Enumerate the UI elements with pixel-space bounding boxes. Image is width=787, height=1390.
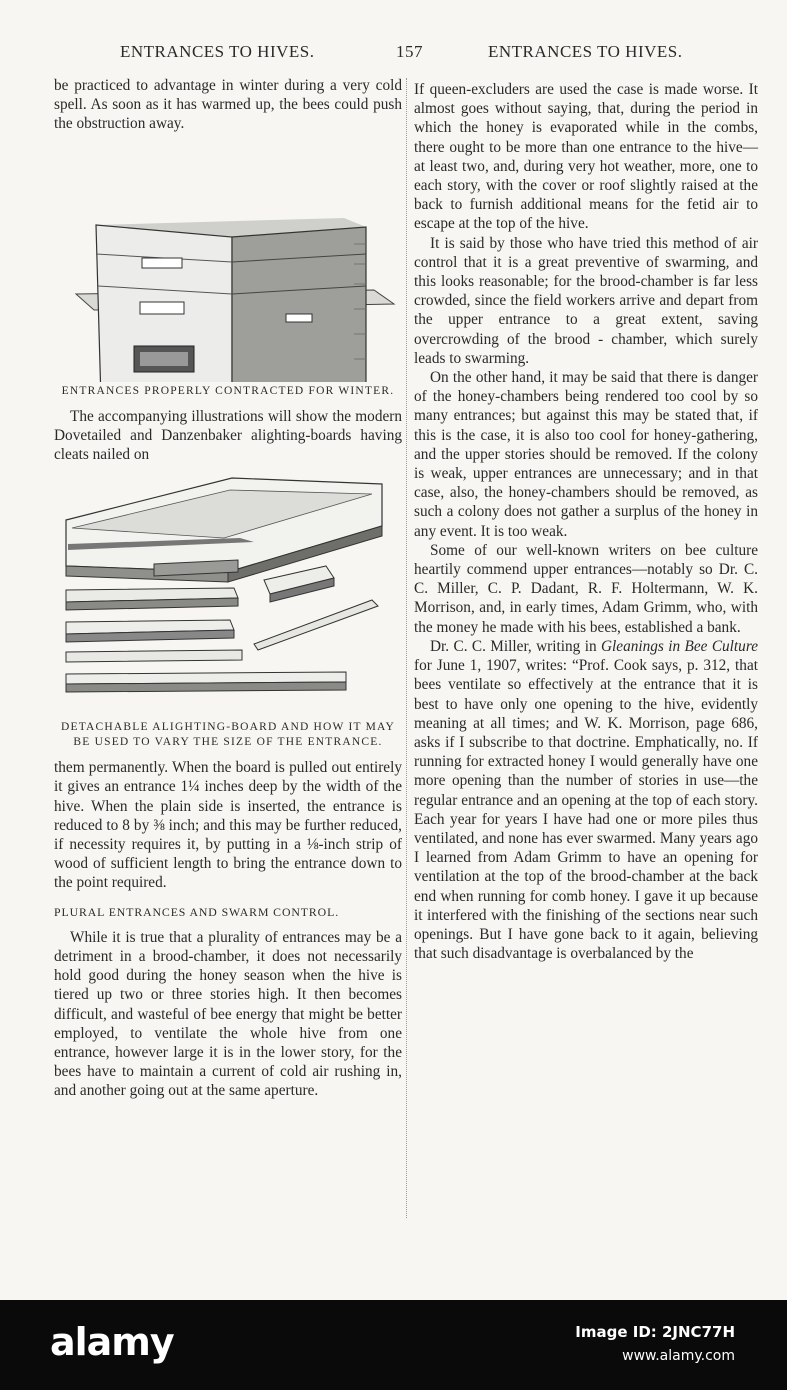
- image-id-label: Image ID: 2JNC77H: [575, 1323, 735, 1341]
- section-heading-plural-entrances: PLURAL ENTRANCES AND SWARM CONTROL.: [54, 904, 340, 919]
- left-paragraph-3: them permanently. When the board is pulled out entirely it gives an entrance 1¼ inches deep by the width of the hive. When the plain side is inserted, the entrance is reduced to 8 by ⅜ inch; and this may be further reduced, if necessity requires it, by putting in a ⅛-inch strip of wood of sufficient length to bring the entrance down to the point required.: [54, 759, 402, 892]
- header-left-title: ENTRANCES TO HIVES.: [120, 42, 315, 61]
- left-paragraph-4: While it is true that a plurality of entrances may be a detriment in a brood-chamber, it does not necessarily hold good during the honey season when the hive is tiered up two or three stories high. It then becomes difficult, and wasteful of bee energy that might be better employed, to ventilate the whole hive from one entrance, however large it is in the lower story, for the bees have to maintain a current of cold air rushing in, and another going out at the same aperture.: [54, 928, 402, 1100]
- alighting-board-illustration: [54, 468, 402, 716]
- column-divider: [406, 78, 407, 1218]
- paragraph-5-body: for June 1, 1907, writes: “Prof. Cook says, p. 312, that bees ventilate so effectively at the entrance that it is best to have only one opening to the hive, evidently meaning at all times; and W. K. Morrison, page 686, asks if I subscribe to that doctrine. Emphatically, no. If running for extracted honey I would generally have one more opening than the number of stories in use—the regular entrance and an opening at the top of each story. Each year for years I have had one or more piles thus ventilated, and none has ever swarmed. Many years ago I learned from Adam Grimm to have an opening for ventilation at the top of the brood-chamber at the back end when running for comb honey. I gave it up because it interfered with the finishing of the sections near such openings. But I have gone back to it again, believing that such disadvantage is overbalanced by the: [414, 657, 758, 963]
- header-right-title: ENTRANCES TO HIVES.: [488, 42, 683, 61]
- site-url: www.alamy.com: [622, 1348, 735, 1364]
- watermark-footer: [0, 1300, 787, 1390]
- figure-caption-2: DETACHABLE ALIGHTING-BOARD AND HOW IT MAY BE USED TO VARY THE SIZE OF THE ENTRANCE.: [61, 721, 395, 749]
- right-column: [414, 80, 758, 963]
- right-paragraph-4: Some of our well-known writers on bee culture heartily commend upper entrances—notably so Dr. C. C. Miller, C. P. Dadant, R. F. Holtermann, W. K. Morrison, and, in early times, Adam Grimm, who, with the money he made with his bees, established a bank.: [414, 541, 758, 636]
- figure-caption-1: ENTRANCES PROPERLY CONTRACTED FOR WINTER.: [61, 384, 395, 397]
- journal-title: Gleanings in Bee Culture: [600, 637, 758, 655]
- left-paragraph-1: be practiced to advantage in winter during a very cold spell. As soon as it has warmed up, the bees could push the obstruction away.: [54, 77, 402, 133]
- page-number: 157: [396, 42, 423, 61]
- right-paragraph-2: It is said by those who have tried this method of air control that it is a great preventive of swarming, and this looks reasonable; for the brood-chamber is far less crowded, since the field workers arrive and depart from the upper entrance to a great extent, saving overcrowding of the brood - chamber, which surely leads to swarming.: [414, 234, 758, 367]
- right-paragraph-1: If queen-excluders are used the case is made worse. It almost goes without saying, that, during the period in which the honey is evaporated while in the combs, there ought to be more than one entrance to the hive—at least two, and, during very hot weather, more, one to each story, with the cover or roof slightly raised at the back to furnish additional means for the fetid air to escape at the top of the hive.: [414, 81, 758, 233]
- left-paragraph-2: The accompanying illustrations will show the modern Dovetailed and Danzenbaker alighting-boards having cleats nailed on: [54, 407, 402, 464]
- hive-illustration: [54, 134, 402, 382]
- right-paragraph-3: On the other hand, it may be said that there is danger of the honey-chambers being rendered too cool by so many entrances; but against this may be stated that, if this is the case, it is also too cool for honey-gathering, and the upper stories should be removed. If the colony is weak, upper entrances are unnecessary; and in that case, also, the honey-chambers should be removed, as such a colony does not gather a surplus of the honey in any event. It is too weak.: [414, 369, 758, 540]
- paragraph-5-lead: Dr. C. C. Miller, writing in: [430, 637, 601, 655]
- alamy-logo: alamy: [50, 1320, 174, 1364]
- running-header: [0, 42, 787, 66]
- left-column: [54, 76, 402, 1101]
- right-paragraph-5: [414, 637, 758, 963]
- image-reference: [575, 1320, 735, 1368]
